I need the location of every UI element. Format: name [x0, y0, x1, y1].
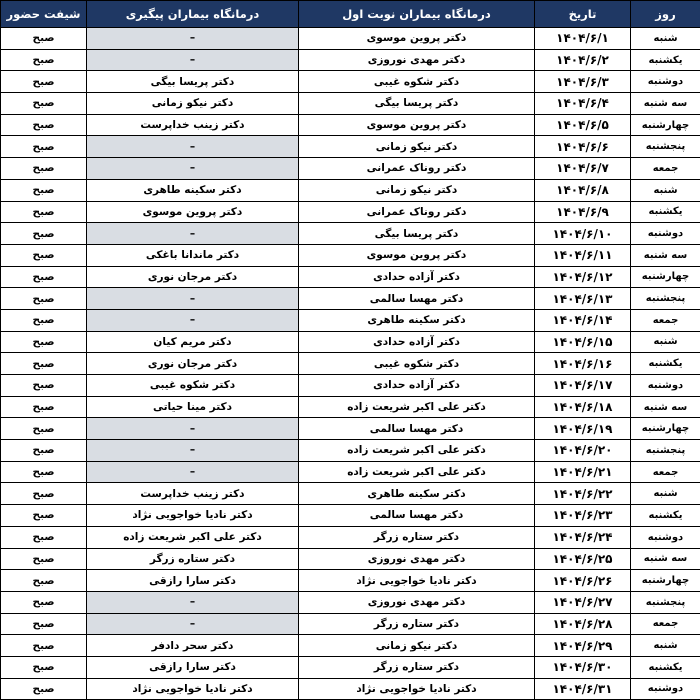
date-cell: ۱۴۰۴/۶/۱۶ [535, 353, 631, 375]
first-clinic-cell: دکتر علی اکبر شریعت زاده [299, 461, 535, 483]
header-shift: شیفت حضور [1, 1, 87, 28]
first-clinic-cell: دکتر نیکو زمانی [299, 136, 535, 158]
date-cell: ۱۴۰۴/۶/۲۶ [535, 570, 631, 592]
shift-cell: صبح [1, 461, 87, 483]
table-row [1, 678, 700, 700]
table-row [1, 635, 700, 657]
day-cell: سه شنبه [631, 548, 700, 570]
date-cell: ۱۴۰۴/۶/۳ [535, 71, 631, 93]
table-row [1, 353, 700, 375]
date-cell: ۱۴۰۴/۶/۲۷ [535, 591, 631, 613]
shift-cell: صبح [1, 613, 87, 635]
shift-cell: صبح [1, 505, 87, 527]
first-clinic-cell: دکتر پروین موسوی [299, 114, 535, 136]
date-cell: ۱۴۰۴/۶/۱۰ [535, 223, 631, 245]
table-row [1, 309, 700, 331]
followup-clinic-cell: دکتر سارا رازقی [87, 656, 299, 678]
first-clinic-cell: دکتر مهسا سالمی [299, 418, 535, 440]
day-cell: سه شنبه [631, 93, 700, 115]
date-cell: ۱۴۰۴/۶/۱۷ [535, 375, 631, 397]
date-cell: ۱۴۰۴/۶/۲۹ [535, 635, 631, 657]
followup-clinic-cell: دکتر سارا رازقی [87, 570, 299, 592]
table-row [1, 93, 700, 115]
first-clinic-cell: دکتر آزاده حدادی [299, 375, 535, 397]
followup-clinic-cell: – [87, 136, 299, 158]
table-row [1, 49, 700, 71]
shift-cell: صبح [1, 440, 87, 462]
shift-cell: صبح [1, 49, 87, 71]
table-body [1, 28, 700, 700]
day-cell: یکشنبه [631, 505, 700, 527]
day-cell: یکشنبه [631, 353, 700, 375]
followup-clinic-cell: – [87, 49, 299, 71]
followup-clinic-cell: – [87, 418, 299, 440]
day-cell: جمعه [631, 309, 700, 331]
header-day: روز [631, 1, 700, 28]
day-cell: شنبه [631, 331, 700, 353]
followup-clinic-cell: دکتر سحر دادفر [87, 635, 299, 657]
followup-clinic-cell: دکتر نیکو زمانی [87, 93, 299, 115]
day-cell: پنجشنبه [631, 440, 700, 462]
date-cell: ۱۴۰۴/۶/۳۱ [535, 678, 631, 700]
table-row [1, 331, 700, 353]
shift-cell: صبح [1, 526, 87, 548]
table-row [1, 591, 700, 613]
date-cell: ۱۴۰۴/۶/۲۰ [535, 440, 631, 462]
first-clinic-cell: دکتر آزاده حدادی [299, 331, 535, 353]
day-cell: چهارشنبه [631, 266, 700, 288]
followup-clinic-cell: دکتر پروین موسوی [87, 201, 299, 223]
shift-cell: صبح [1, 396, 87, 418]
first-clinic-cell: دکتر نیکو زمانی [299, 635, 535, 657]
first-clinic-cell: دکتر نادیا خواجویی نژاد [299, 678, 535, 700]
first-clinic-cell: دکتر علی اکبر شریعت زاده [299, 396, 535, 418]
header-date: تاریخ [535, 1, 631, 28]
followup-clinic-cell: – [87, 288, 299, 310]
shift-cell: صبح [1, 418, 87, 440]
table-row [1, 136, 700, 158]
first-clinic-cell: دکتر مهسا سالمی [299, 505, 535, 527]
table-row [1, 548, 700, 570]
followup-clinic-cell: – [87, 440, 299, 462]
first-clinic-cell: دکتر شکوه غیبی [299, 71, 535, 93]
first-clinic-cell: دکتر سکینه طاهری [299, 309, 535, 331]
first-clinic-cell: دکتر پروین موسوی [299, 28, 535, 50]
day-cell: پنجشنبه [631, 288, 700, 310]
shift-cell: صبح [1, 93, 87, 115]
day-cell: جمعه [631, 461, 700, 483]
date-cell: ۱۴۰۴/۶/۲۱ [535, 461, 631, 483]
first-clinic-cell: دکتر مهدی نوروزی [299, 591, 535, 613]
shift-cell: صبح [1, 635, 87, 657]
followup-clinic-cell: دکتر نادیا خواجویی نژاد [87, 505, 299, 527]
first-clinic-cell: دکتر علی اکبر شریعت زاده [299, 440, 535, 462]
followup-clinic-cell: دکتر مینا حیاتی [87, 396, 299, 418]
date-cell: ۱۴۰۴/۶/۷ [535, 158, 631, 180]
followup-clinic-cell: دکتر شکوه غیبی [87, 375, 299, 397]
followup-clinic-cell: دکتر علی اکبر شریعت زاده [87, 526, 299, 548]
day-cell: جمعه [631, 613, 700, 635]
shift-cell: صبح [1, 71, 87, 93]
table-row [1, 201, 700, 223]
date-cell: ۱۴۰۴/۶/۵ [535, 114, 631, 136]
day-cell: پنجشنبه [631, 136, 700, 158]
shift-cell: صبح [1, 656, 87, 678]
table-row [1, 396, 700, 418]
date-cell: ۱۴۰۴/۶/۲۴ [535, 526, 631, 548]
shift-cell: صبح [1, 548, 87, 570]
first-clinic-cell: دکتر نیکو زمانی [299, 179, 535, 201]
first-clinic-cell: دکتر ستاره زرگر [299, 656, 535, 678]
day-cell: شنبه [631, 28, 700, 50]
first-clinic-cell: دکتر مهدی نوروزی [299, 49, 535, 71]
date-cell: ۱۴۰۴/۶/۲۸ [535, 613, 631, 635]
first-clinic-cell: دکتر سکینه طاهری [299, 483, 535, 505]
table-row [1, 266, 700, 288]
first-clinic-cell: دکتر پروین موسوی [299, 244, 535, 266]
date-cell: ۱۴۰۴/۶/۱۵ [535, 331, 631, 353]
followup-clinic-cell: دکتر نادیا خواجویی نژاد [87, 678, 299, 700]
shift-cell: صبح [1, 483, 87, 505]
followup-clinic-cell: – [87, 309, 299, 331]
table-row [1, 28, 700, 50]
shift-cell: صبح [1, 28, 87, 50]
shift-cell: صبح [1, 353, 87, 375]
date-cell: ۱۴۰۴/۶/۱۳ [535, 288, 631, 310]
followup-clinic-cell: دکتر سکینه طاهری [87, 179, 299, 201]
followup-clinic-cell: دکتر مرجان نوری [87, 353, 299, 375]
shift-cell: صبح [1, 678, 87, 700]
day-cell: دوشنبه [631, 526, 700, 548]
shift-cell: صبح [1, 201, 87, 223]
table-row [1, 440, 700, 462]
day-cell: شنبه [631, 635, 700, 657]
followup-clinic-cell: دکتر ستاره زرگر [87, 548, 299, 570]
first-clinic-cell: دکتر روناک عمرانی [299, 201, 535, 223]
date-cell: ۱۴۰۴/۶/۲۵ [535, 548, 631, 570]
table-row [1, 656, 700, 678]
followup-clinic-cell: دکتر مرجان نوری [87, 266, 299, 288]
day-cell: چهارشنبه [631, 418, 700, 440]
first-clinic-cell: دکتر پریسا بیگی [299, 223, 535, 245]
shift-cell: صبح [1, 244, 87, 266]
followup-clinic-cell: دکتر زینب خداپرست [87, 483, 299, 505]
date-cell: ۱۴۰۴/۶/۱۴ [535, 309, 631, 331]
day-cell: شنبه [631, 483, 700, 505]
date-cell: ۱۴۰۴/۶/۳۰ [535, 656, 631, 678]
date-cell: ۱۴۰۴/۶/۴ [535, 93, 631, 115]
shift-cell: صبح [1, 223, 87, 245]
header-followup-clinic: درمانگاه بیماران پیگیری [87, 1, 299, 28]
first-clinic-cell: دکتر ستاره زرگر [299, 526, 535, 548]
first-clinic-cell: دکتر مهسا سالمی [299, 288, 535, 310]
followup-clinic-cell: دکتر ماندانا باغکی [87, 244, 299, 266]
shift-cell: صبح [1, 288, 87, 310]
day-cell: دوشنبه [631, 375, 700, 397]
followup-clinic-cell: – [87, 158, 299, 180]
shift-cell: صبح [1, 375, 87, 397]
shift-cell: صبح [1, 309, 87, 331]
followup-clinic-cell: – [87, 223, 299, 245]
header-first-clinic: درمانگاه بیماران نوبت اول [299, 1, 535, 28]
first-clinic-cell: دکتر روناک عمرانی [299, 158, 535, 180]
day-cell: چهارشنبه [631, 114, 700, 136]
shift-cell: صبح [1, 570, 87, 592]
first-clinic-cell: دکتر آزاده حدادی [299, 266, 535, 288]
date-cell: ۱۴۰۴/۶/۲۲ [535, 483, 631, 505]
shift-cell: صبح [1, 591, 87, 613]
first-clinic-cell: دکتر شکوه غیبی [299, 353, 535, 375]
followup-clinic-cell: – [87, 461, 299, 483]
shift-cell: صبح [1, 114, 87, 136]
date-cell: ۱۴۰۴/۶/۱۹ [535, 418, 631, 440]
table-row [1, 223, 700, 245]
first-clinic-cell: دکتر ستاره زرگر [299, 613, 535, 635]
table-row [1, 71, 700, 93]
day-cell: سه شنبه [631, 244, 700, 266]
table-row [1, 461, 700, 483]
table-row [1, 375, 700, 397]
date-cell: ۱۴۰۴/۶/۱۱ [535, 244, 631, 266]
day-cell: یکشنبه [631, 656, 700, 678]
date-cell: ۱۴۰۴/۶/۲۳ [535, 505, 631, 527]
table-row [1, 483, 700, 505]
date-cell: ۱۴۰۴/۶/۶ [535, 136, 631, 158]
date-cell: ۱۴۰۴/۶/۱ [535, 28, 631, 50]
day-cell: دوشنبه [631, 678, 700, 700]
date-cell: ۱۴۰۴/۶/۱۸ [535, 396, 631, 418]
day-cell: سه شنبه [631, 396, 700, 418]
table-row [1, 613, 700, 635]
day-cell: پنجشنبه [631, 591, 700, 613]
day-cell: یکشنبه [631, 49, 700, 71]
table-row [1, 179, 700, 201]
shift-cell: صبح [1, 266, 87, 288]
followup-clinic-cell: – [87, 591, 299, 613]
followup-clinic-cell: دکتر پریسا بیگی [87, 71, 299, 93]
shift-cell: صبح [1, 331, 87, 353]
shift-cell: صبح [1, 158, 87, 180]
day-cell: یکشنبه [631, 201, 700, 223]
first-clinic-cell: دکتر مهدی نوروزی [299, 548, 535, 570]
first-clinic-cell: دکتر پریسا بیگی [299, 93, 535, 115]
table-row [1, 505, 700, 527]
table-row [1, 418, 700, 440]
day-cell: دوشنبه [631, 71, 700, 93]
table-row [1, 244, 700, 266]
table-row [1, 526, 700, 548]
followup-clinic-cell: – [87, 613, 299, 635]
header-row [1, 1, 700, 28]
day-cell: جمعه [631, 158, 700, 180]
day-cell: چهارشنبه [631, 570, 700, 592]
shift-cell: صبح [1, 179, 87, 201]
day-cell: شنبه [631, 179, 700, 201]
date-cell: ۱۴۰۴/۶/۸ [535, 179, 631, 201]
date-cell: ۱۴۰۴/۶/۹ [535, 201, 631, 223]
table-row [1, 570, 700, 592]
first-clinic-cell: دکتر نادیا خواجویی نژاد [299, 570, 535, 592]
followup-clinic-cell: – [87, 28, 299, 50]
followup-clinic-cell: دکتر مریم کیان [87, 331, 299, 353]
table-row [1, 114, 700, 136]
date-cell: ۱۴۰۴/۶/۱۲ [535, 266, 631, 288]
table-row [1, 288, 700, 310]
table-row [1, 158, 700, 180]
date-cell: ۱۴۰۴/۶/۲ [535, 49, 631, 71]
followup-clinic-cell: دکتر زینب خداپرست [87, 114, 299, 136]
shift-cell: صبح [1, 136, 87, 158]
day-cell: دوشنبه [631, 223, 700, 245]
